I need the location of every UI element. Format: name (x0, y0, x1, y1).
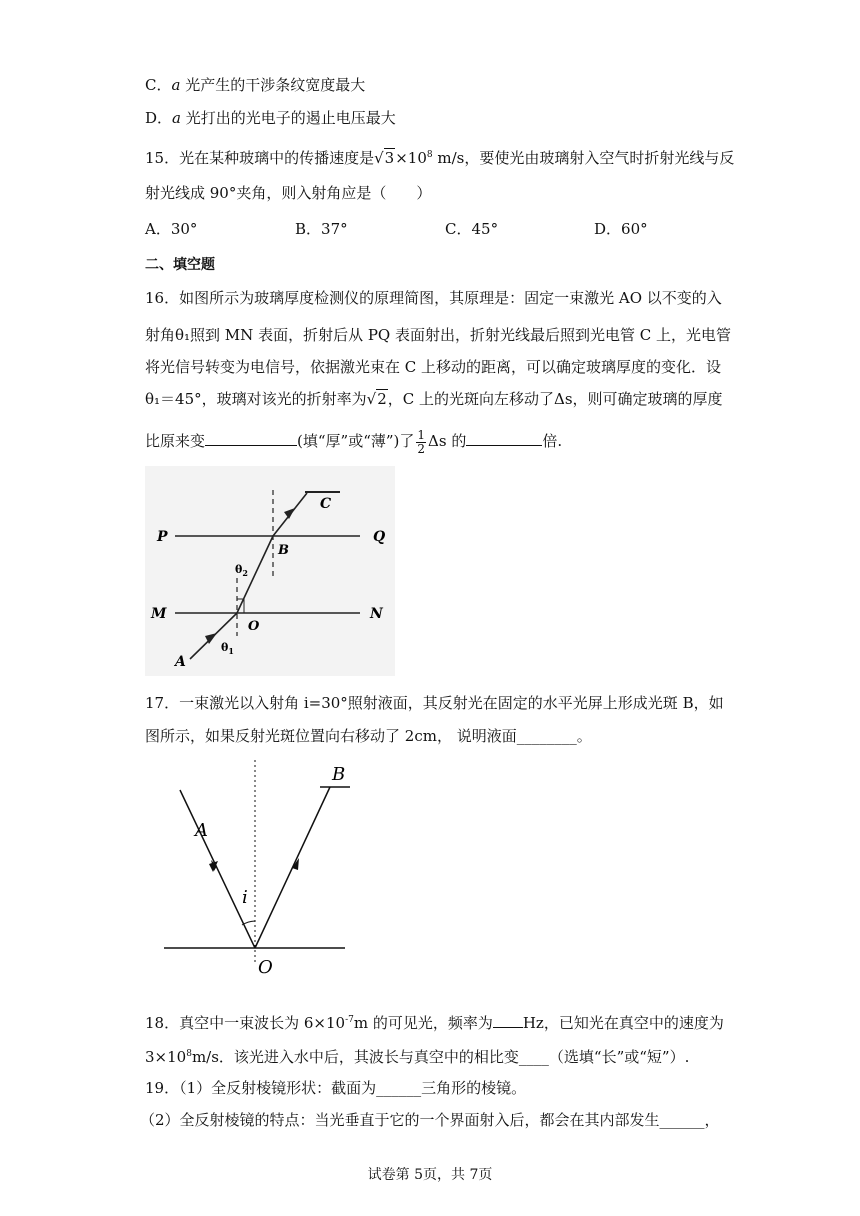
label-o: O (258, 957, 273, 978)
q15-line2: 射光线成 90°夹角，则入射角应是（ ） (145, 184, 432, 202)
q15-option-b: B．37° (295, 220, 348, 238)
q14-option-d: D．a 光打出的光电子的遏止电压最大 (145, 109, 396, 127)
q18-line2: $3\times 10^8m/s$．该光进入水中后，其波长与真空中的相比变____（选填“长”或“短”）. (145, 1048, 690, 1066)
q16-line3: 将光信号转变为电信号，依据激光束在 C 上移动的距离，可以确定玻璃厚度的变化．设 (145, 358, 722, 376)
fraction: $\frac{1}{2}$ (417, 427, 426, 456)
sqrt-symbol: √3 (374, 149, 395, 167)
q19-line2: （2）全反射棱镜的特点：当光垂直于它的一个界面射入后，都会在其内部发生______， (140, 1111, 720, 1129)
q17-line2: 图所示，如果反射光斑位置向右移动了 2cm， 说明液面________。 (145, 727, 592, 745)
q15-option-d: D．60° (594, 220, 648, 238)
label-m: M (151, 606, 167, 622)
q17-line1: 17．一束激光以入射角 i=30°照射液面，其反射光在固定的水平光屏上形成光斑 B，如 (145, 694, 724, 712)
answer-blank[interactable] (205, 431, 297, 446)
label-n: N (370, 606, 383, 622)
q16-line2: 射角θ₁照到 MN 表面，折射后从 PQ 表面射出，折射光线最后照到光电管 C 上，光电管 (145, 326, 732, 344)
q17-reflection-diagram (160, 758, 360, 983)
label-p: P (157, 529, 168, 545)
section-heading: 二、填空题 (145, 257, 215, 273)
q15-option-a: A．30° (145, 220, 198, 238)
q16-line5: 比原来变 (填“厚”或“薄”)了 $\frac{1}{2}$ Δs 的 倍. (145, 427, 563, 456)
q19-line1: 19．（1）全反射棱镜形状：截面为______三角形的棱镜。 (145, 1079, 527, 1097)
q18-line1: 18．真空中一束波长为 $6\times 10^{-7}m$ 的可见光，频率为 Hz，已知光在真空中的速度为 (145, 1014, 724, 1032)
label-a: A (175, 654, 186, 670)
label-i: i (242, 887, 248, 908)
label-b: B (332, 764, 346, 785)
q16-glass-diagram (145, 466, 395, 676)
q14-option-c: C．a 光产生的干涉条纹宽度最大 (145, 76, 366, 94)
label-b: B (278, 543, 289, 558)
label-c: C (320, 496, 332, 512)
label-theta1: $\theta_1$ (221, 641, 234, 656)
label-theta2: $\theta_2$ (235, 563, 248, 578)
label-q: Q (373, 529, 386, 545)
q16-line4: θ₁＝45°，玻璃对该光的折射率为√2，C 上的光斑向左移动了Δs，则可确定玻璃的厚度 (145, 390, 723, 408)
sqrt-symbol: √2 (366, 390, 387, 408)
q15-option-c: C．45° (445, 220, 499, 238)
q16-line1: 16．如图所示为玻璃厚度检测仪的原理简图，其原理是：固定一束激光 AO 以不变的入 (145, 289, 722, 307)
q15-line1: 15．光在某种玻璃中的传播速度是$√3\times 10^8$ m/s，要使光由玻璃射入空气时折射光线与反 (145, 149, 735, 167)
answer-blank[interactable] (493, 1013, 523, 1028)
label-a: A (195, 820, 208, 841)
answer-blank[interactable] (466, 431, 542, 446)
page-footer: 试卷第 5页，共 7页 (367, 1167, 493, 1183)
label-o: O (248, 619, 260, 634)
